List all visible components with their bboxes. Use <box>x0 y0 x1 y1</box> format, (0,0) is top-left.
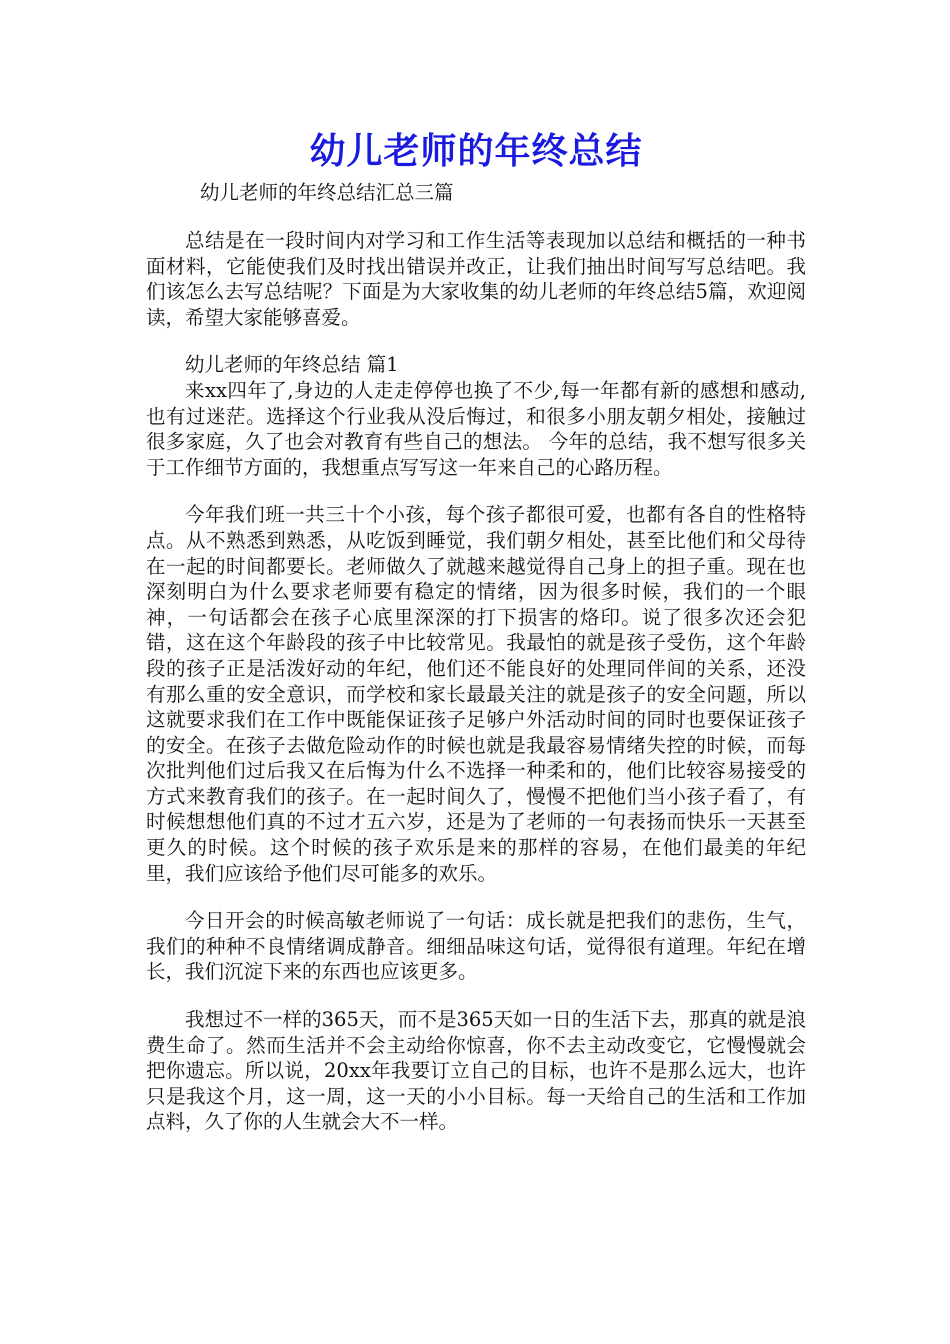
paragraph-gap <box>146 480 806 502</box>
document-title: 幼儿老师的年终总结 <box>309 131 643 172</box>
body-paragraph: 今日开会的时候高敏老师说了一句话：成长就是把我们的悲伤，生气，我们的种种不良情绪调成静音。细细品味这句话，觉得很有道理。年纪在增长，我们沉淀下来的东西也应该更多。 <box>146 909 806 984</box>
paragraph-gap <box>146 985 806 1007</box>
body-paragraph: 来xx四年了,身边的人走走停停也换了不少,每一年都有新的感想和感动,也有过迷茫。选择这个行业我从没后悔过，和很多小朋友朝夕相处，接触过很多家庭，久了也会对教育有些自己的想法。 今年的总结，我不想写很多关于工作细节方面的，我想重点写写这一年来自己的心路历程。 <box>146 378 806 479</box>
paragraph-gap <box>146 330 806 352</box>
paragraph-gap <box>146 886 806 908</box>
intro-paragraph: 总结是在一段时间内对学习和工作生活等表现加以总结和概括的一种书面材料，它能使我们及时找出错误并改正，让我们抽出时间写写总结吧。我们该怎么去写总结呢？下面是为大家收集的幼儿老师的年终总结5篇，欢迎阅读，希望大家能够喜爱。 <box>146 229 806 329</box>
document-subtitle: 幼儿老师的年终总结汇总三篇 <box>200 181 454 204</box>
section-title: 幼儿老师的年终总结 篇1 <box>185 353 399 377</box>
body-paragraph: 今年我们班一共三十个小孩，每个孩子都很可爱，也都有各自的性格特点。从不熟悉到熟悉，从吃饭到睡觉，我们朝夕相处，甚至比他们和父母待在一起的时间都要长。老师做久了就越来越觉得自己身上的担子重。现在也深刻明白为什么要求老师要有稳定的情绪，因为很多时候，我们的一个眼神，一句话都会在孩子心底里深深的打下损害的烙印。说了很多次还会犯错，这在这个年龄段的孩子中比较常见。我最怕的就是孩子受伤，这个年龄段的孩子正是活泼好动的年纪，他们还不能良好的处理同伴间的关系，还没有那么重的安全意识，而学校和家长最最关注的就是孩子的安全问题，所以这就要求我们在工作中既能保证孩子足够户外活动时间的同时也要保证孩子的安全。在孩子去做危险动作的时候也就是我最容易情绪失控的时候，而每次批判他们过后我又在后悔为什么不选择一种柔和的，他们比较容易接受的方式来教育我们的孩子。在一起时间久了，慢慢不把他们当小孩子看了，有时候想想他们真的不过才五六岁，还是为了老师的一句表扬而快乐一天甚至更久的时候。这个时候的孩子欢乐是来的那样的容易，在他们最美的年纪里，我们应该给予他们尽可能多的欢乐。 <box>146 503 806 885</box>
body-paragraph: 我想过不一样的365天，而不是365天如一日的生活下去，那真的就是浪费生命了。然而生活并不会主动给你惊喜，你不去主动改变它，它慢慢就会把你遗忘。所以说，20xx年我要订立自己的目标，也许不是那么远大，也许只是我这个月，这一周，这一天的小小目标。每一天给自己的生活和工作加点料，久了你的人生就会大不一样。 <box>146 1008 806 1134</box>
document-page <box>146 128 806 1135</box>
